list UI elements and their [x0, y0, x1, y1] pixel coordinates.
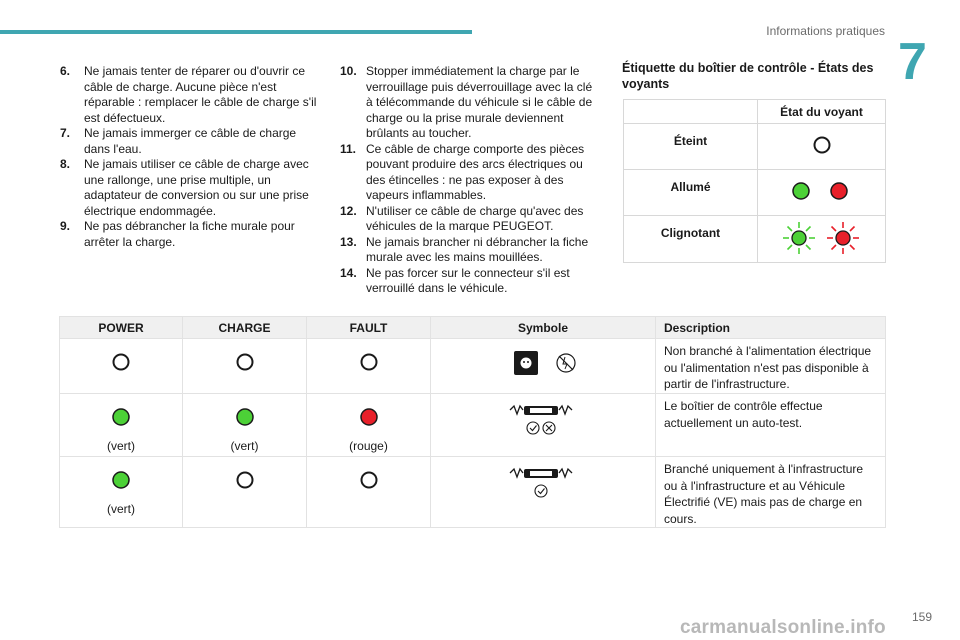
list-item: 7. Ne jamais immerger ce câble de charge dans l'eau.	[60, 126, 297, 156]
led-off-icon	[235, 470, 255, 490]
led-state-header: État du voyant	[758, 100, 886, 124]
list-item: 9. Ne pas débrancher la fiche murale pour arrêter la charge.	[60, 219, 295, 249]
description-cell: Le boîtier de contrôle effectue actuellement un auto-test.	[656, 394, 886, 457]
led-green-icon	[793, 183, 809, 199]
section-title: Informations pratiques	[766, 24, 885, 38]
col-header-charge: CHARGE	[183, 317, 307, 339]
status-box-title: Étiquette du boîtier de contrôle - États des voyants	[622, 61, 874, 91]
list-item: 6. Ne jamais tenter de réparer ou d'ouvrir ce câble de charge. Aucune pièce n'est réparable : remplacer le câble de charge s'il est défectueux.	[60, 64, 317, 125]
led-color-label: (vert)	[107, 439, 135, 453]
description-cell: Non branché à l'alimentation électrique ou l'alimentation n'est pas disponible à partir de l'infrastructure.	[656, 339, 886, 394]
list-item: 11. Ce câble de charge comporte des pièces pouvant produire des arcs électriques ou des étincelles : ne pas exposer à des vapeurs inflammables.	[340, 141, 585, 202]
chapter-number: 7	[898, 33, 927, 91]
state-off-label: Éteint	[624, 124, 758, 170]
safety-list-right	[340, 64, 600, 297]
state-on-label: Allumé	[624, 170, 758, 216]
led-off-icon	[359, 352, 379, 372]
check-icon	[535, 485, 547, 497]
led-off-icon	[235, 352, 255, 372]
col-header-symbol: Symbole	[431, 317, 656, 339]
empty-header-cell	[624, 100, 758, 124]
list-item: 10. Stopper immédiatement la charge par le verrouillage puis déverrouillage avec la clé à télécommande du véhicule si le câble de charge ou la prise murale deviennent brûlants au toucher.	[340, 64, 593, 140]
col-header-description: Description	[656, 317, 886, 339]
blinking-red-rays	[827, 222, 859, 254]
led-color-label: (vert)	[107, 502, 135, 516]
table-row	[60, 457, 886, 528]
cable-check-icon	[508, 465, 578, 499]
led-blinking-icons	[777, 220, 867, 256]
led-green-icon	[235, 407, 255, 427]
plug-and-no-charge-icon	[508, 347, 578, 379]
col-header-power: POWER	[60, 317, 183, 339]
check-icon	[527, 422, 539, 434]
header-accent-bar	[0, 30, 472, 34]
watermark: carmanualsonline.info	[680, 617, 886, 638]
description-cell: Branché uniquement à l'infrastructure ou à l'infrastructure et au Véhicule Électrifié (VE) mais pas de charge en cours.	[656, 457, 886, 528]
led-on-icons	[787, 180, 857, 202]
led-off-icon	[111, 352, 131, 372]
led-red-icon	[359, 407, 379, 427]
page-number: 159	[911, 610, 932, 624]
led-off-icon	[359, 470, 379, 490]
charge-status-table	[59, 316, 886, 528]
led-red-icon	[831, 183, 847, 199]
led-status-table	[623, 99, 886, 263]
list-item: 13. Ne jamais brancher ni débrancher la fiche murale avec les mains mouillées.	[340, 234, 589, 264]
table-row	[60, 394, 886, 457]
list-item: 12. N'utiliser ce câble de charge qu'avec des véhicules de la marque PEUGEOT.	[340, 203, 584, 233]
led-off-icon	[812, 135, 832, 155]
blinking-green-rays	[783, 222, 815, 254]
col-header-fault: FAULT	[307, 317, 431, 339]
led-green-icon	[111, 407, 131, 427]
table-row	[60, 339, 886, 394]
list-item: 8. Ne jamais utiliser ce câble de charge avec une rallonge, une prise multiple, un adaptateur de conversion ou sur une prise électrique endommagée.	[60, 157, 309, 218]
cable-check-and-cross-icon	[508, 402, 578, 436]
led-green-icon	[111, 470, 131, 490]
safety-list-left	[60, 64, 320, 250]
state-blinking-label: Clignotant	[624, 216, 758, 263]
led-color-label: (rouge)	[349, 439, 388, 453]
list-item: 14. Ne pas forcer sur le connecteur s'il est verrouillé dans le véhicule.	[340, 265, 570, 295]
led-color-label: (vert)	[230, 439, 259, 453]
